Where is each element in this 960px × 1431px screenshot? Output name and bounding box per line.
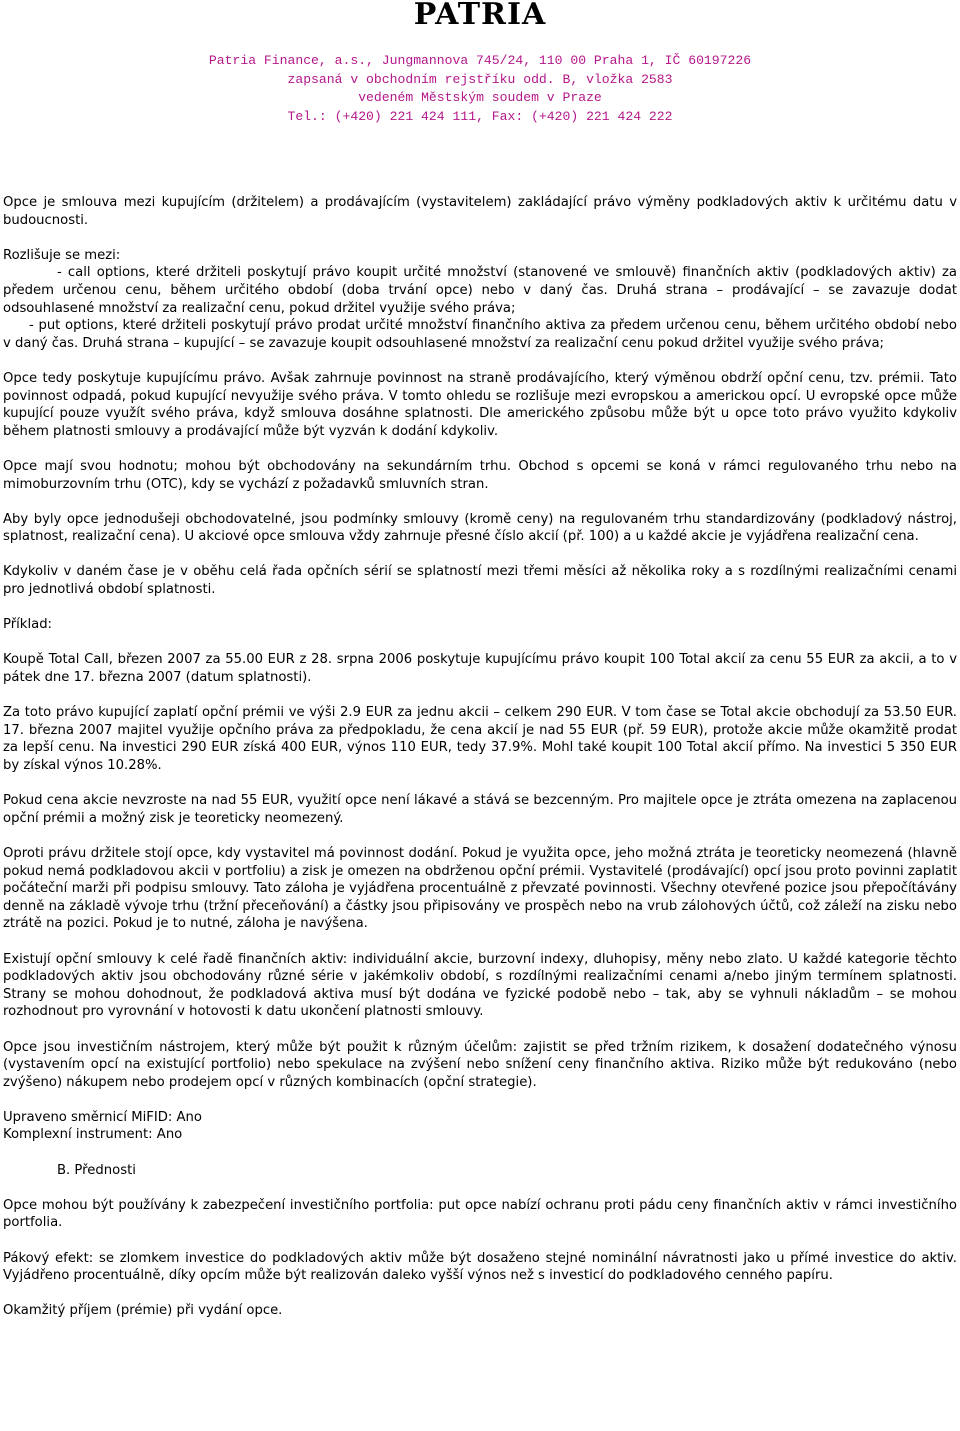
paragraph-example-loss: Pokud cena akcie nevzroste na nad 55 EUR, využití opce není lákavé a stává se bezcenným. Pro majitele opce je ztráta omezena na zaplacenou opční prémii a možný zisk je teoreticky neomezený. (3, 793, 957, 826)
paragraph-writer-obligation: Oproti právu držitele stojí opce, kdy vystavitel má povinnost dodání. Pokud je využita opce, jeho možná ztráta je teoreticky neomezená (hlavně pokud nemá podkladovou akcii v portfoliu) a zisk je omezen na obdrženou opční prémii. Vystavitelé (prodávající) opcí jsou proto povinni zaplatit počáteční marži při podpisu smlouvy. Tato záloha je vyjádřena procentuálně z převzaté povinnosti. Všechny otevřené pozice jsou přepočítávány denně na základě vývoje trhu (tržní přeceňování) a částky jsou připisovány ve prospěch nebo na vrub zálohových účtů, což záleží na zisku nebo ztrátě na pozici. Pokud je to nutné, záloha je navýšena. (3, 845, 957, 932)
paragraph-example-premium: Za toto právo kupující zaplatí opční prémii ve výši 2.9 EUR za jednu akcii – celkem 290 EUR. V tom čase se Total akcie obchodují za 53.50 EUR. 17. března 2007 majitel využije opčního práva za předpokladu, že cena akcií je nad 55 EUR (př. 59 EUR), protože akcie může okamžitě prodat za lepší cenu. Na investici 290 EUR získá 400 EUR, výnos 110 EUR, tedy 37.9%. Mohl také koupit 100 Total akcií přímo. Na investici 5 350 EUR by získal výnos 10.28%. (3, 705, 957, 773)
paragraph-series: Kdykoliv v daném čase je v oběhu celá řada opčních sérií se splatností mezi třemi měsíci až několika roky a s rozdílnými realizačními cenami pro jednotlivá období splatnosti. (3, 564, 957, 598)
paragraph-premium-income: Okamžitý příjem (prémie) při vydání opce. (3, 1303, 283, 1319)
paragraph-classification (3, 1109, 957, 1144)
paragraph-leverage: Pákový efekt: se zlomkem investice do podkladových aktiv může být dosaženo stejné nominální návratnosti jako u přímé investice do aktiv. Vyjádřeno procentuálně, díky opcím může být realizován daleko vyšší výnos než s investicí do podkladového cenného papíru. (3, 1250, 957, 1284)
paragraph-definition: Opce je smlouva mezi kupujícím (držitelem) a prodávajícím (vystavitelem) zakládající právo výměny podkladových aktiv k určitému datu v budoucnosti. (3, 195, 957, 228)
section-heading-advantages: B. Přednosti (57, 1162, 136, 1178)
list-item-call-options: - call options, které držiteli poskytují právo koupit určité množství (stanovené ve smlouvě) finančních aktiv (podkladových aktiv) za předem určenou cenu, během určitého období (doba trvání opce) nebo v daný čas. Druhá strana – prodávající – se zavazuje dodat odsouhlasené množství za realizační cenu, pokud držitel využije svého práva; (3, 265, 957, 316)
mifid-line: Upraveno směrnicí MiFID: Ano (3, 1109, 202, 1125)
complex-instrument-line: Komplexní instrument: Ano (3, 1127, 183, 1143)
document-body (3, 194, 957, 1338)
paragraph-types (3, 247, 957, 353)
example-heading: Příklad: (3, 617, 53, 633)
paragraph-underlying-assets: Existují opční smlouvy k celé řadě finančních aktiv: individuální akcie, burzovní indexy, dluhopisy, měny nebo zlato. U každé kategorie těchto podkladových aktiv jsou obchodovány různé série v jakémkoliv období, s rozdílnými realizačními cenami a/nebo jiným termínem splatnosti. Strany se mohou dohodnout, že podkladová aktiva musí být dodána ve fyzické podobě nebo – tak, aby se vyhnuli nákladům – se mohou rozhodnout pro vyrovnání v hotovosti k datu ukončení platnosti smlouvy. (3, 951, 957, 1020)
header-line-contact: Tel.: (+420) 221 424 111, Fax: (+420) 221 424 222 (287, 109, 673, 125)
paragraph-standardization: Aby byly opce jednodušeji obchodovatelné, jsou podmínky smlouvy (kromě ceny) na regulovaném trhu standardizovány (podkladový nástroj, splatnost, realizační cena). U akciové opce smlouva vždy zahrnuje přesné číslo akcií (př. 100) a u každé akcie je vyjádřena realizační cena. (3, 511, 957, 545)
company-logo: PATRIA (413, 0, 547, 32)
header-line-court: vedeném Městským soudem v Praze (358, 90, 602, 106)
header-line-registry: zapsaná v obchodním rejstříku odd. B, vložka 2583 (287, 71, 673, 87)
header-line-address: Patria Finance, a.s., Jungmannova 745/24, 110 00 Praha 1, IČ 60197226 (208, 53, 752, 68)
list-item-put-options: - put options, které držiteli poskytují právo prodat určité množství finančního aktiva za předem určenou cenu, během určitého období nebo v daný čas. Druhá strana – kupující – se zavazuje koupit odsouhlasené množství za realizační cenu pokud držitel využije svého práva; (3, 318, 957, 351)
paragraph-investment-use: Opce jsou investičním nástrojem, který může být použit k různým účelům: zajistit se před tržním rizikem, k dosažení dodatečného výnosu (vystavením opcí na existující portfolio) nebo spekulace na zvýšení nebo snížení ceny finančního aktiva. Riziko může být redukováno (nebo zvýšeno) nákupem nebo prodejem opcí v různých kombinacích (opční strategie). (3, 1039, 957, 1090)
paragraph-value: Opce mají svou hodnotu; mohou být obchodovány na sekundárním trhu. Obchod s opcemi se koná v rámci regulovaného trhu nebo na mimoburzovním trhu (OTC), kdy se vychází z požadavků smluvních stran. (3, 458, 957, 492)
company-header (0, 52, 960, 127)
paragraph-rights: Opce tedy poskytuje kupujícímu právo. Avšak zahrnuje povinnost na straně prodávajícího, který výměnou obdrží opční cenu, tzv. prémii. Tato povinnost odpadá, pokud kupující nevyužije svého práva. V tomto ohledu se rozlišuje mezi evropskou a americkou opcí. U evropské opce může kupující pouze využít svého práva, když smlouva dosáhne splatnosti. Dle amerického způsobu může být u opce toto právo využito kdykoliv během platnosti smlouvy a prodávající může být vyzván k dodání kdykoliv. (3, 370, 957, 439)
paragraph-hedging: Opce mohou být používány k zabezpečení investičního portfolia: put opce nabízí ochranu proti pádu ceny finančních aktiv v rámci investičního portfolia. (3, 1197, 957, 1231)
paragraph-example-purchase: Koupě Total Call, březen 2007 za 55.00 EUR z 28. srpna 2006 poskytuje kupujícímu právo koupit 100 Total akcií za cenu 55 EUR za akcii, a to v pátek dne 17. března 2007 (datum splatnosti). (3, 652, 957, 686)
types-intro: Rozlišuje se mezi: (3, 247, 121, 263)
